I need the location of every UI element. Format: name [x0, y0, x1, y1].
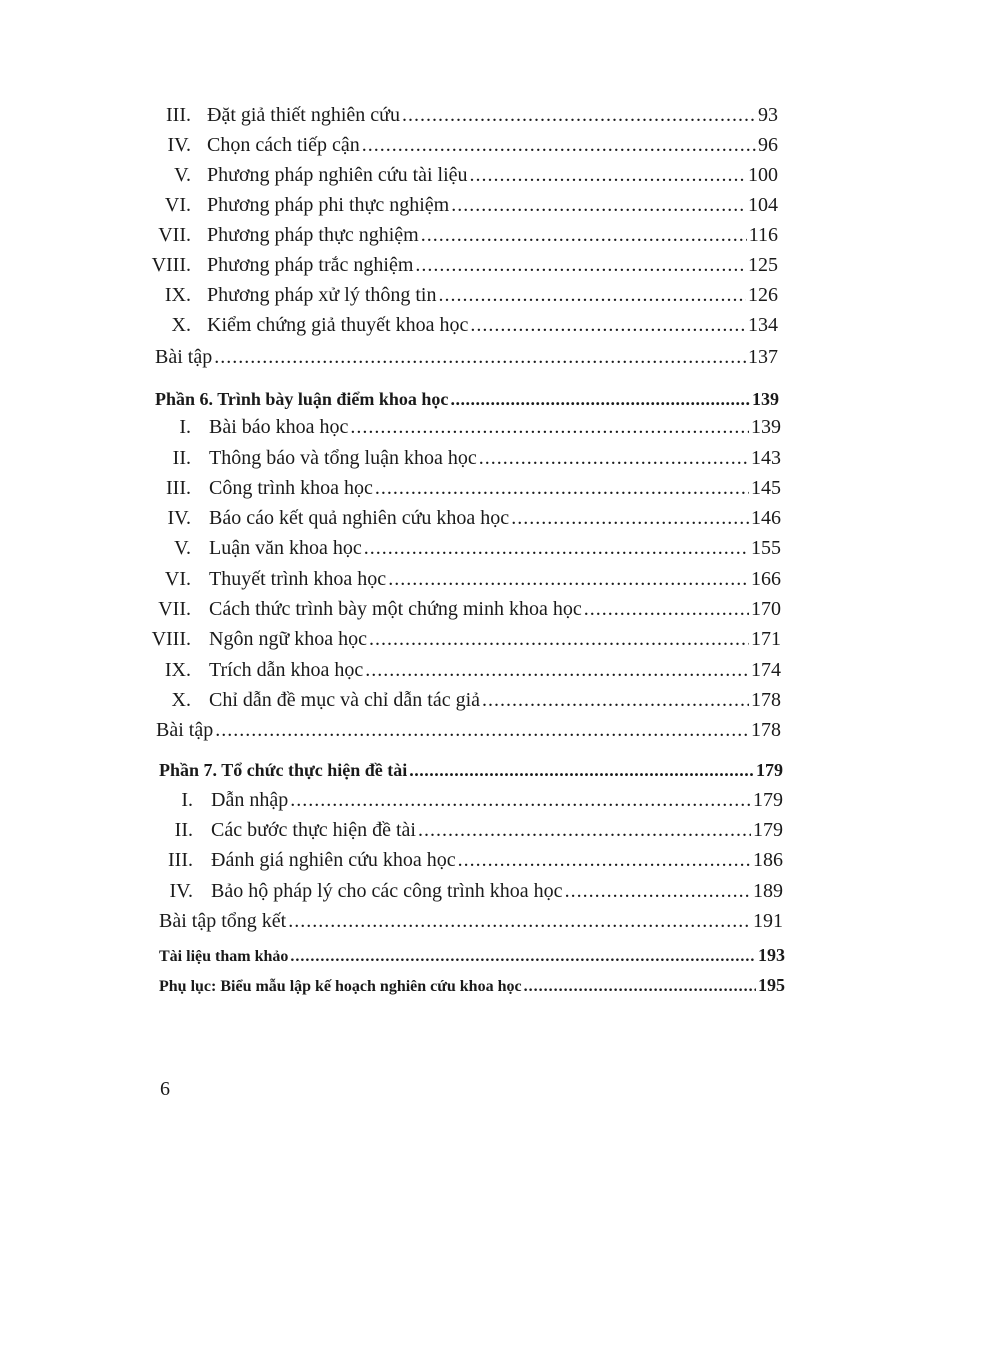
toc-entry-title: Phương pháp xử lý thông tin [207, 284, 437, 306]
dot-leader [482, 685, 749, 715]
toc-entry-number: V. [174, 164, 191, 186]
dot-leader [450, 384, 750, 414]
toc-entry-page: 125 [748, 254, 778, 276]
toc-entry-page: 155 [751, 537, 781, 559]
toc-entry [145, 100, 778, 130]
toc-entry-number: IV. [167, 134, 191, 156]
dot-leader [458, 845, 751, 875]
toc-entry-title: Báo cáo kết quả nghiên cứu khoa học [209, 507, 510, 529]
dot-leader [290, 942, 756, 972]
toc-entry-title: Thông báo và tổng luận khoa học [209, 447, 477, 469]
toc-part-title: Phần 6. Trình bày luận điểm khoa học [155, 389, 449, 409]
toc-entry-number: VII. [158, 598, 191, 620]
toc-entry [145, 310, 778, 340]
toc-entry-page: 179 [753, 819, 783, 841]
toc-entry-page: 195 [758, 975, 785, 995]
dot-leader [409, 755, 754, 785]
toc-entry-number: IV. [167, 507, 191, 529]
toc-entry-number: VI. [164, 194, 191, 216]
toc-entry-page: 178 [751, 689, 781, 711]
toc-entry-number: X. [171, 314, 191, 336]
toc-entry-title: Phương pháp phi thực nghiệm [207, 194, 450, 216]
toc-entry-title: Dẫn nhập [211, 789, 289, 811]
toc-entry [145, 160, 778, 190]
toc-exercise [156, 715, 781, 745]
toc-entry-title: Phương pháp nghiên cứu tài liệu [207, 164, 468, 186]
toc-entry [145, 412, 781, 442]
toc-entry-title: Công trình khoa học [209, 477, 373, 499]
dot-leader [470, 310, 746, 340]
toc-part-heading [159, 755, 783, 785]
dot-leader [290, 785, 751, 815]
toc-entry-title: Bài tập tổng kết [159, 910, 287, 932]
toc-part-heading [155, 384, 779, 414]
toc-entry-title: Bảo hộ pháp lý cho các công trình khoa học [211, 880, 563, 902]
dot-leader [214, 342, 746, 372]
toc-entry-number: I. [179, 416, 191, 438]
toc-entry-page: 191 [753, 910, 783, 932]
toc-entry-title: Kiểm chứng giả thuyết khoa học [207, 314, 469, 336]
dot-leader [421, 220, 747, 250]
dot-leader [362, 130, 756, 160]
toc-entry-title: Ngôn ngữ khoa học [209, 628, 368, 650]
toc-entry [145, 130, 778, 160]
toc-entry-page: 134 [748, 314, 778, 336]
toc-entry [145, 473, 781, 503]
toc-entry-page: 116 [748, 224, 778, 246]
dot-leader [350, 412, 749, 442]
toc-entry-title: Bài tập [155, 346, 213, 368]
toc-entry-number: X. [171, 689, 191, 711]
toc-entry [145, 190, 778, 220]
dot-leader [584, 594, 749, 624]
toc-entry-number: II. [172, 447, 191, 469]
toc-entry-number: IV. [169, 880, 193, 902]
toc-entry-number: V. [174, 537, 191, 559]
toc-entry-page: 193 [758, 945, 785, 965]
toc-entry-title: Bài báo khoa học [209, 416, 349, 438]
toc-entry-title: Trích dẫn khoa học [209, 659, 364, 681]
toc-entry-number: III. [168, 849, 193, 871]
dot-leader [288, 906, 751, 936]
toc-entry-title: Đánh giá nghiên cứu khoa học [211, 849, 456, 871]
dot-leader [215, 715, 749, 745]
toc-entry-number: IX. [164, 284, 191, 306]
toc-entry [145, 815, 783, 845]
toc-entry [145, 503, 781, 533]
toc-entry [145, 845, 783, 875]
toc-entry-title: Cách thức trình bày một chứng minh khoa học [209, 598, 582, 620]
toc-entry-page: 174 [751, 659, 781, 681]
toc-entry-title: Bài tập [156, 719, 214, 741]
dot-leader [524, 972, 756, 1002]
toc-entry-title: Chỉ dẫn đề mục và chỉ dẫn tác giả [209, 689, 481, 711]
dot-leader [451, 190, 746, 220]
toc-entry-page: 139 [751, 416, 781, 438]
toc-entry-page: 137 [748, 346, 778, 368]
toc-entry [145, 250, 778, 280]
toc-appendix [159, 970, 785, 1000]
toc-entry-page: 139 [752, 389, 779, 409]
toc-entry-number: VIII. [151, 628, 191, 650]
toc-entry-page: 178 [751, 719, 781, 741]
page-number: 6 [160, 1078, 170, 1100]
toc-entry [145, 564, 781, 594]
toc-entry [145, 533, 781, 563]
toc-entry-page: 104 [748, 194, 778, 216]
toc-entry-title: Đặt giả thiết nghiên cứu [207, 104, 401, 126]
toc-entry-title: Phụ lục: Biểu mẫu lập kế hoạch nghiên cứu khoa học [159, 978, 522, 995]
dot-leader [369, 624, 749, 654]
toc-entry [145, 443, 781, 473]
toc-entry-page: 179 [753, 789, 783, 811]
dot-leader [511, 503, 749, 533]
toc-entry-page: 179 [756, 760, 783, 780]
toc-entry-page: 166 [751, 568, 781, 590]
toc-entry-page: 170 [751, 598, 781, 620]
dot-leader [415, 250, 746, 280]
toc-entry-title: Các bước thực hiện đề tài [211, 819, 416, 841]
toc-entry [145, 220, 778, 250]
toc-entry-page: 146 [751, 507, 781, 529]
toc-entry-title: Luận văn khoa học [209, 537, 362, 559]
toc-entry-number: III. [166, 477, 191, 499]
toc-exercise [159, 906, 783, 936]
dot-leader [565, 876, 751, 906]
toc-entry [145, 685, 781, 715]
toc-entry-page: 189 [753, 880, 783, 902]
dot-leader [375, 473, 749, 503]
toc-entry-number: III. [166, 104, 191, 126]
dot-leader [402, 100, 756, 130]
toc-entry-page: 93 [758, 104, 778, 126]
dot-leader [388, 564, 749, 594]
toc-entry-number: I. [181, 789, 193, 811]
dot-leader [438, 280, 746, 310]
toc-entry-title: Tài liệu tham khảo [159, 948, 289, 965]
toc-entry-title: Thuyết trình khoa học [209, 568, 387, 590]
toc-entry-number: VII. [158, 224, 191, 246]
toc-part-title: Phần 7. Tổ chức thực hiện đề tài [159, 760, 408, 780]
toc-entry [145, 594, 781, 624]
toc-entry-page: 145 [751, 477, 781, 499]
toc-entry-page: 143 [751, 447, 781, 469]
toc-entry [145, 624, 781, 654]
toc-entry-number: IX. [164, 659, 191, 681]
toc-entry-title: Phương pháp thực nghiệm [207, 224, 419, 246]
dot-leader [418, 815, 751, 845]
toc-entry-number: VI. [164, 568, 191, 590]
toc-entry [145, 280, 778, 310]
dot-leader [364, 533, 749, 563]
toc-entry-page: 186 [753, 849, 783, 871]
toc-entry-number: VIII. [151, 254, 191, 276]
toc-references [159, 940, 785, 970]
dot-leader [365, 655, 749, 685]
toc-entry-title: Phương pháp trắc nghiệm [207, 254, 414, 276]
toc-entry-title: Chọn cách tiếp cận [207, 134, 360, 156]
toc-entry-number: II. [174, 819, 193, 841]
toc-exercise [155, 342, 778, 372]
toc-entry-page: 171 [751, 628, 781, 650]
toc-entry-page: 126 [748, 284, 778, 306]
toc-entry-page: 96 [758, 134, 778, 156]
toc-entry [145, 876, 783, 906]
dot-leader [470, 160, 746, 190]
toc-entry-page: 100 [748, 164, 778, 186]
toc-entry [145, 655, 781, 685]
dot-leader [479, 443, 749, 473]
toc-entry [145, 785, 783, 815]
